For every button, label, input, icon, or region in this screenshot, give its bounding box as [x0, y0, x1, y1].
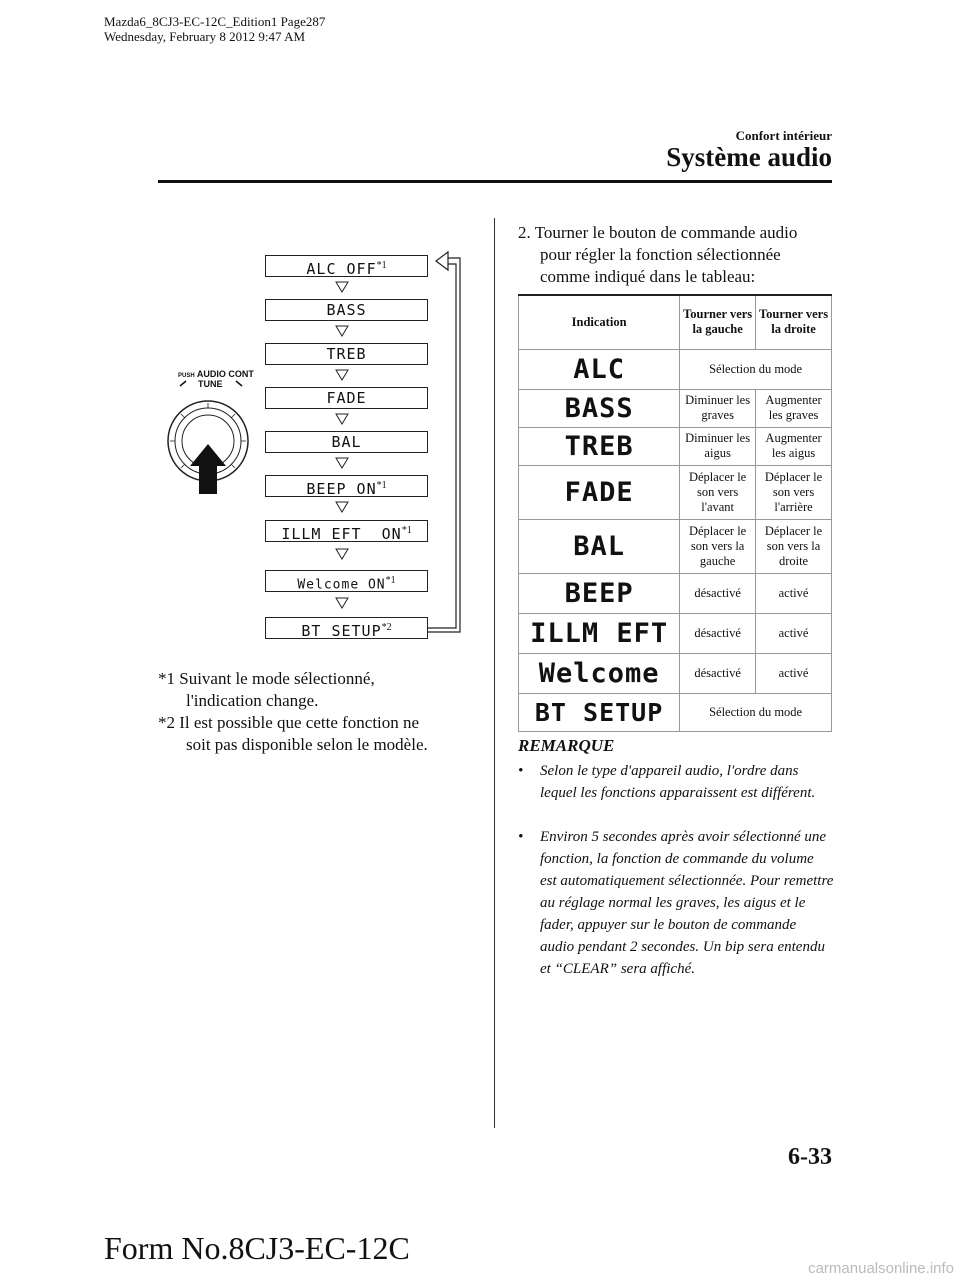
col-right: Tourner vers la droite	[756, 295, 832, 349]
down-arrow-icon	[335, 413, 349, 425]
meta-line-2: Wednesday, February 8 2012 9:47 AM	[104, 29, 306, 44]
footnote-1-cont: l'indication change.	[186, 691, 319, 710]
down-arrow-icon	[335, 369, 349, 381]
step-2-line-1: 2. Tourner le bouton de commande audio	[518, 223, 798, 242]
note-title: REMARQUE	[518, 736, 615, 755]
return-arrow-line	[428, 264, 456, 628]
down-arrow-icon	[335, 457, 349, 469]
form-number: Form No.8CJ3-EC-12C	[104, 1230, 410, 1266]
footnote-2-cont: soit pas disponible selon le modèle.	[186, 735, 428, 754]
knob-push-label: PUSH	[178, 373, 195, 379]
down-arrow-icon	[335, 325, 349, 337]
step-2-line-2: pour régler la fonction sélectionnée	[540, 245, 781, 264]
step-2-line-3: comme indiqué dans le tableau:	[540, 267, 756, 286]
down-arrow-icon	[335, 597, 349, 609]
down-arrow-icon	[335, 281, 349, 293]
meta-line-1: Mazda6_8CJ3-EC-12C_Edition1 Page287	[104, 14, 326, 29]
mode-bass: BASS	[265, 299, 428, 321]
bullet-icon: •	[518, 763, 524, 779]
function-table	[518, 294, 832, 732]
bullet-icon: •	[518, 829, 524, 845]
table-row: BASS Diminuer les graves Augmenter les graves	[519, 389, 832, 427]
footnote-2: *2 Il est possible que cette fonction ne	[158, 713, 420, 732]
table-row: ALC Sélection du mode	[519, 349, 832, 389]
mode-treb: TREB	[265, 343, 428, 365]
down-arrow-icon	[335, 501, 349, 513]
mode-beep: BEEP ON$^{*1}$	[265, 475, 428, 497]
chapter-title: Système audio	[666, 142, 832, 172]
mode-bal: BAL	[265, 431, 428, 453]
return-arrow-line-inner	[428, 258, 460, 632]
table-row: FADE Déplacer le son vers l'avant Déplacer le son vers l'arrière	[519, 465, 832, 519]
source-watermark: carmanualsonline.info	[808, 1260, 954, 1277]
knob-tune-label: TUNE	[198, 379, 223, 389]
mode-bt-setup: BT SETUP$^{*2}$	[265, 617, 428, 639]
table-row: TREB Diminuer les aigus Augmenter les aigus	[519, 427, 832, 465]
footnote-1: *1 Suivant le mode sélectionné,	[158, 669, 375, 688]
note-bullet-1: • Selon le type d'appareil audio, l'ordre dans lequel les fonctions apparaissent est différent.	[518, 760, 834, 804]
note-bullet-2: • Environ 5 secondes après avoir sélectionné une fonction, la fonction de commande du volume est automatiquement sélectionnée. Pour remettre au réglage normal les graves, les aigus et le fader, appuyer sur le bouton de commande audio pendant 2 secondes. Un bip sera entendu et “CLEAR” sera affiché.	[518, 826, 834, 980]
mode-welcome: Welcome ON$^{*1}$	[265, 570, 428, 592]
table-row: BEEP désactivé activé	[519, 573, 832, 613]
table-row: Welcome désactivé activé	[519, 653, 832, 693]
down-arrow-icon	[335, 548, 349, 560]
col-indication: Indication	[519, 295, 680, 349]
section-title: Confort intérieur	[735, 128, 832, 143]
return-arrowhead	[436, 252, 448, 270]
col-left: Tourner vers la gauche	[680, 295, 756, 349]
mode-fade: FADE	[265, 387, 428, 409]
table-row: BAL Déplacer le son vers la gauche Déplacer le son vers la droite	[519, 519, 832, 573]
table-row: ILLM EFT désactivé activé	[519, 613, 832, 653]
knob-audio-label: AUDIO CONT	[196, 369, 254, 379]
mode-illm: ILLM EFT ON$^{*1}$	[265, 520, 428, 542]
footnotes	[158, 668, 428, 756]
mode-alc: ALC OFF$^{*1}$	[265, 255, 428, 277]
page-number: 6-33	[788, 1144, 832, 1170]
knob-label	[178, 369, 254, 379]
table-row: BT SETUP Sélection du mode	[519, 693, 832, 731]
step-2	[518, 222, 838, 288]
